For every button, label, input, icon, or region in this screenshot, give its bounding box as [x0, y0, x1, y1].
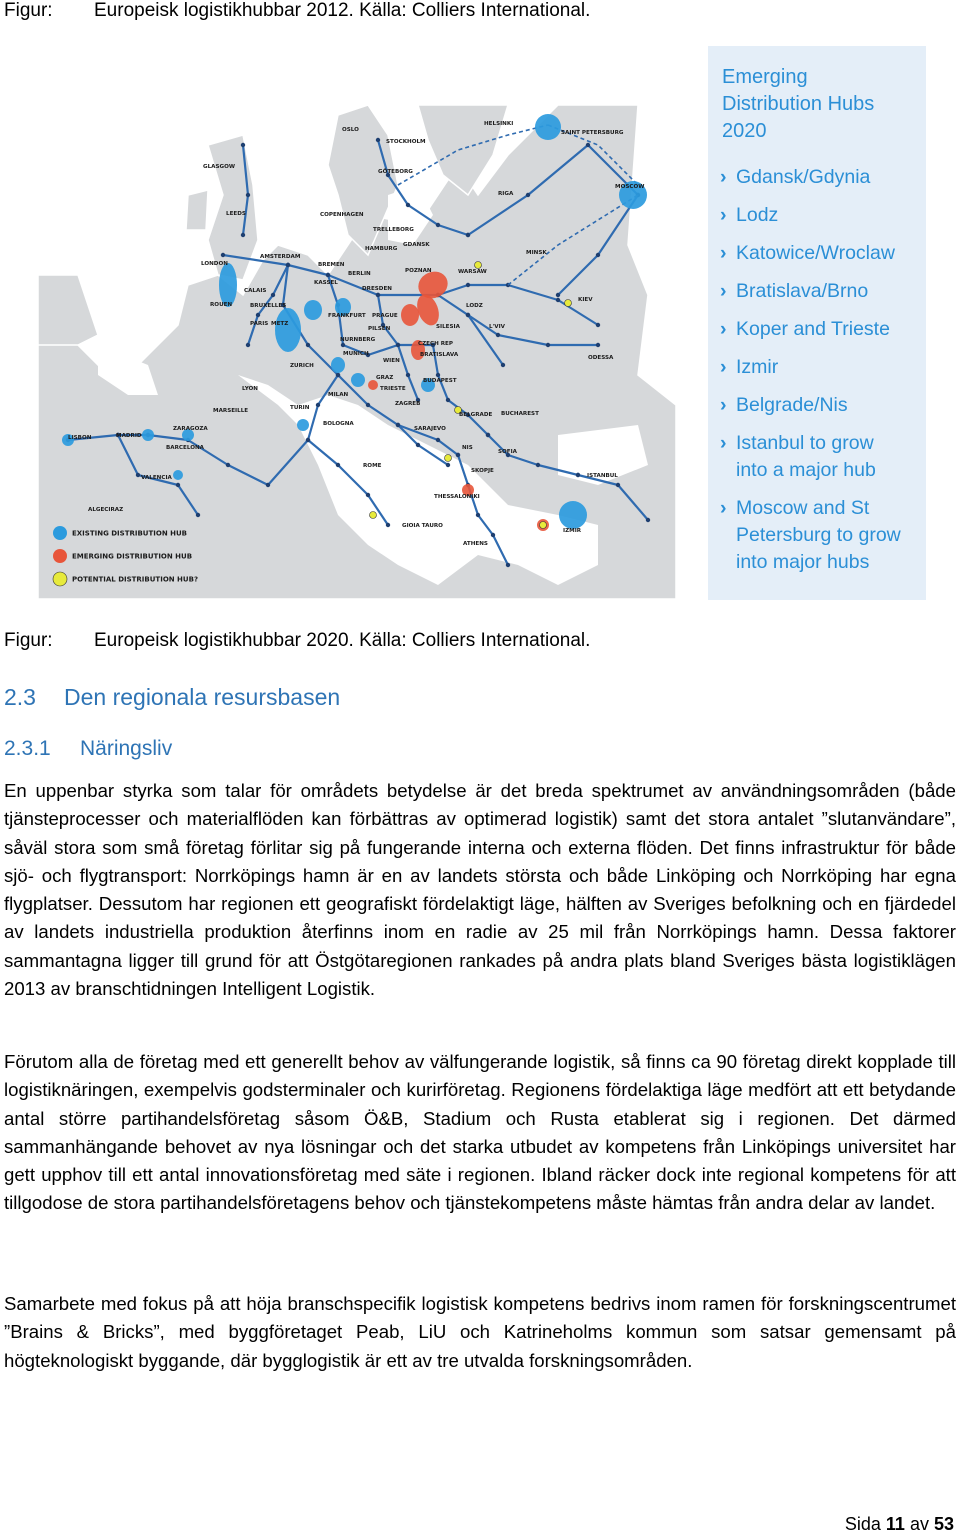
chevron-right-icon: › — [720, 318, 727, 340]
caption-label: Figur: — [4, 630, 53, 651]
panel-hub-label: Petersburg to grow — [736, 524, 901, 546]
legend-swatch — [53, 526, 67, 540]
legend-label: POTENTIAL DISTRIBUTION HUB? — [72, 575, 198, 584]
city-label: AMSTERDAM — [260, 254, 301, 260]
city-label: LODZ — [466, 303, 483, 309]
existing-hub-marker — [559, 501, 587, 529]
legend-label: EMERGING DISTRIBUTION HUB — [72, 552, 193, 561]
route-node — [526, 193, 530, 197]
city-label: TRIESTE — [380, 386, 406, 392]
route-node — [221, 253, 225, 257]
europe-map — [38, 45, 678, 605]
route-node — [596, 323, 600, 327]
body-paragraph: Förutom alla de företag med ett generellt behov av välfungerande logistik, så finns ca 90 företag direkt kopplade till logistiknäringen, exempelvis godsterminaler och kurirföretag. Regionens fördelaktiga läge medfört att ett betydande antal större partihandelsföretag såsom Ö&B, Stadium och Rusta etablerat sig i regionen. Det därmed sammanhängande behovet av nya lösningar och det starka utbudet av kompetens från Linköpings universitet har gett upphov till ett antal innovationsföretag med säte i regionen. Ibland räcker dock inte regional kompetens för att tillgodose de stora partihandelsföretagens behov och tjänstekompetens måste hämtas från andra delar av landet. — [4, 1051, 956, 1214]
city-label: BELGRADE — [459, 412, 493, 418]
city-label: BERLIN — [348, 271, 371, 277]
route-node — [496, 333, 500, 337]
route-node — [306, 343, 310, 347]
city-label: WIEN — [383, 358, 400, 364]
city-label: ISTANBUL — [587, 473, 618, 479]
city-label: HELSINKI — [484, 121, 514, 127]
city-label: NIS — [462, 445, 473, 451]
city-label: ODESSA — [588, 355, 614, 361]
route-node — [136, 473, 140, 477]
city-label: KIEV — [578, 297, 593, 303]
city-label: BARCELONA — [166, 445, 204, 451]
panel-hub-item — [720, 495, 901, 576]
city-label: LISBON — [68, 435, 92, 441]
city-label: ZURICH — [290, 363, 314, 369]
city-label: ZARAGOZA — [173, 426, 208, 432]
route-node — [266, 483, 270, 487]
legend-swatch — [53, 572, 67, 586]
city-label: STOCKHOLM — [386, 139, 426, 145]
city-label: CALAIS — [244, 288, 267, 294]
subsection-number: 2.3.1 — [4, 737, 51, 760]
chevron-right-icon: › — [720, 280, 727, 302]
city-label: ALGECIRAZ — [88, 507, 124, 513]
existing-hub-marker — [351, 373, 365, 387]
existing-hub-marker — [331, 357, 345, 373]
city-label: MARSEILLE — [213, 408, 249, 414]
legend-label: EXISTING DISTRIBUTION HUB — [72, 529, 187, 538]
city-label: RIGA — [498, 191, 514, 197]
existing-hub-marker — [219, 263, 237, 307]
panel-hub-item — [720, 430, 901, 484]
route-node — [446, 463, 450, 467]
city-label: GDANSK — [403, 242, 430, 248]
chevron-right-icon: › — [720, 394, 727, 416]
city-label: PARIS — [250, 321, 269, 327]
panel-hub-item — [720, 392, 901, 419]
chevron-right-icon: › — [720, 166, 727, 188]
route-node — [376, 138, 380, 142]
panel-title — [722, 64, 874, 145]
city-label: LONDON — [201, 261, 228, 267]
route-node — [646, 518, 650, 522]
chevron-right-icon: › — [720, 497, 727, 519]
route-node — [466, 313, 470, 317]
page-footer — [845, 1514, 954, 1535]
city-label: BUCHAREST — [501, 411, 539, 417]
route-node — [396, 423, 400, 427]
city-label: TRELLEBORG — [373, 227, 414, 233]
city-label: SAINT PETERSBURG — [561, 130, 624, 136]
section-title: Den regionala resursbasen — [64, 684, 341, 710]
chevron-right-icon: › — [720, 432, 727, 454]
panel-hub-label: Koper and Trieste — [736, 318, 890, 340]
city-label: SARAJEVO — [414, 426, 446, 432]
footer-page-total: 53 — [933, 1514, 954, 1534]
city-label: LYON — [242, 386, 258, 392]
panel-hub-item — [720, 278, 901, 305]
route-node — [466, 233, 470, 237]
section-heading — [4, 684, 340, 711]
existing-hub-marker — [304, 300, 322, 320]
emerging-hub-marker — [368, 380, 378, 390]
caption-text: Europeisk logistikhubbar 2012. Källa: Colliers International. — [94, 0, 591, 21]
panel-title-line: Distribution Hubs — [722, 93, 875, 115]
city-label: BRUXELLES — [250, 303, 287, 309]
route-node — [341, 343, 345, 347]
potential-hub-marker — [540, 522, 547, 529]
route-node — [406, 203, 410, 207]
city-label: METZ — [271, 321, 289, 327]
footer-separator: av — [909, 1514, 929, 1534]
footer-prefix: Sida — [844, 1514, 881, 1534]
city-label: POZNAN — [405, 268, 432, 274]
city-label: MILAN — [328, 392, 349, 398]
panel-hub-item — [720, 316, 901, 343]
city-label: BOLOGNA — [323, 421, 354, 427]
route-node — [476, 513, 480, 517]
footer-page-number: 11 — [885, 1514, 905, 1534]
subsection-heading — [4, 737, 172, 761]
route-node — [316, 403, 320, 407]
city-label: ATHENS — [463, 541, 488, 547]
caption-text: Europeisk logistikhubbar 2020. Källa: Colliers International. — [94, 630, 591, 651]
potential-hub-marker — [475, 262, 482, 269]
city-label: FRANKFURT — [328, 313, 366, 319]
potential-hub-marker — [565, 300, 572, 307]
body-paragraph: En uppenbar styrka som talar för områdets betydelse är det breda spektrumet av användningsområden (både tjänsteprocesser och materialflöden kan förbättras av optimerad logistik) samt det stora antalet ”slutanvändare”, såväl stora som små företag förlitar sig på fungerande interna och externa flöden. Det finns infrastruktur för både sjö- och flygtransport: Norrköpings hamn är en av landets största och både Linköping och Norrköping har egna flygplatser. Dessutom har regionen ett geografiskt fördelaktigt läge, hälften av Sveriges befolkning och en fjärdedel av landets industriella produktion återfinns inom en radie av 25 mil från Norrköpings hamn. Dessa faktorer sammantagna ligger till grund för att Östgötaregionen rankades på andra plats bland Sveriges bästa logistiklägen 2013 av branschtidningen Intelligent Logistik. — [4, 780, 956, 1000]
panel-hub-label: Belgrade/Nis — [736, 394, 848, 416]
route-node — [616, 483, 620, 487]
route-node — [396, 343, 400, 347]
route-node — [491, 533, 495, 537]
route-node — [176, 483, 180, 487]
route-node — [586, 143, 590, 147]
city-label: ROUEN — [210, 302, 233, 308]
map-legend — [53, 526, 198, 586]
city-label: PRAGUE — [372, 313, 398, 319]
route-node — [246, 343, 250, 347]
panel-hub-label: Gdansk/Gdynia — [736, 166, 871, 188]
route-node — [596, 253, 600, 257]
route-node — [226, 463, 230, 467]
route-node — [556, 298, 560, 302]
panel-title-line: 2020 — [722, 120, 767, 142]
city-label: CZECH REP — [418, 341, 453, 347]
city-label: GÖTEBORG — [378, 169, 413, 175]
panel-hub-label: Katowice/Wroclaw — [736, 242, 895, 264]
route-node — [336, 373, 340, 377]
route-node — [556, 293, 560, 297]
existing-hub-marker — [142, 429, 154, 441]
existing-hub-marker — [535, 114, 561, 140]
route-node — [506, 563, 510, 567]
city-label: THESSALONIKI — [434, 494, 480, 500]
route-node — [241, 143, 245, 147]
route-node — [306, 438, 310, 442]
chevron-right-icon: › — [720, 356, 727, 378]
city-label: OSLO — [342, 127, 359, 133]
city-label: KASSEL — [314, 280, 338, 286]
city-label: WARSAW — [458, 269, 487, 275]
city-label: PILSEN — [368, 326, 391, 332]
potential-hub-marker — [445, 455, 452, 462]
route-node — [241, 233, 245, 237]
city-label: L'VIV — [489, 324, 506, 330]
panel-hub-label: Moscow and St — [736, 497, 870, 519]
panel-hub-item — [720, 164, 901, 191]
route-node — [576, 473, 580, 477]
figure-caption-top — [4, 0, 590, 22]
route-node — [546, 343, 550, 347]
route-node — [326, 273, 330, 277]
existing-hub-marker — [297, 419, 309, 431]
city-label: MADRID — [116, 433, 142, 439]
section-number: 2.3 — [4, 684, 36, 710]
route-node — [466, 283, 470, 287]
existing-hub-marker — [173, 470, 183, 480]
city-label: BRATISLAVA — [420, 352, 459, 358]
panel-hub-item — [720, 354, 901, 381]
chevron-right-icon: › — [720, 204, 727, 226]
route-node — [436, 438, 440, 442]
land-shape — [186, 190, 208, 230]
city-label: BREMEN — [318, 262, 345, 268]
panel-hub-label: Lodz — [736, 204, 779, 226]
panel-hub-list — [720, 164, 901, 587]
city-label: MOSCOW — [615, 184, 645, 190]
panel-hub-label: Istanbul to grow — [736, 432, 874, 454]
city-label: ROME — [363, 463, 382, 469]
city-label: VALENCIA — [141, 475, 172, 481]
route-node — [246, 193, 250, 197]
city-label: DRESDEN — [362, 286, 392, 292]
route-node — [486, 433, 490, 437]
route-node — [286, 263, 290, 267]
body-paragraph: Samarbete med fokus på att höja branschspecifik logistisk kompetens bedrivs inom ramen för forskningscentrumet ”Brains & Bricks”, med byggföretaget Peab, LiU och Katrineholms kommun som satsar gemensamt på högteknologiskt byggande, där bygglogistik är ett av tre utvalda forskningsområden. — [4, 1293, 956, 1371]
panel-title-line: Emerging — [722, 66, 808, 88]
potential-hub-marker — [370, 512, 377, 519]
route-node — [336, 463, 340, 467]
city-label: GIOIA TAURO — [402, 523, 443, 529]
panel-hub-label: Bratislava/Brno — [736, 280, 869, 302]
emerging-hub-marker — [401, 304, 419, 326]
panel-hub-item — [720, 202, 901, 229]
legend-swatch — [53, 549, 67, 563]
city-label: ZAGREB — [395, 401, 421, 407]
route-node — [446, 398, 450, 402]
city-label: HAMBURG — [365, 246, 398, 252]
route-node — [596, 343, 600, 347]
panel-hub-label: into major hubs — [736, 551, 870, 573]
city-label: SOFIA — [498, 449, 518, 455]
existing-hub-marker — [275, 308, 301, 352]
route-node — [436, 373, 440, 377]
route-node — [536, 463, 540, 467]
route-node — [416, 443, 420, 447]
route-node — [406, 373, 410, 377]
city-label: GLASGOW — [203, 164, 236, 170]
route-node — [456, 453, 460, 457]
route-node — [366, 493, 370, 497]
city-label: SKOPJE — [471, 468, 494, 474]
panel-hub-label: Izmir — [736, 356, 779, 378]
route-node — [501, 363, 505, 367]
caption-label: Figur: — [4, 0, 53, 21]
route-node — [436, 223, 440, 227]
panel-hub-item — [720, 240, 901, 267]
route-node — [196, 513, 200, 517]
city-label: COPENHAGEN — [320, 212, 364, 218]
route-node — [386, 523, 390, 527]
route-node — [376, 293, 380, 297]
city-label: MINSK — [526, 250, 547, 256]
route-node — [256, 313, 260, 317]
chevron-right-icon: › — [720, 242, 727, 264]
panel-hub-label: into a major hub — [736, 459, 876, 481]
figure-caption-bottom — [4, 630, 590, 652]
route-node — [271, 293, 275, 297]
city-label: NURNBERG — [340, 337, 376, 343]
city-label: SILESIA — [436, 324, 460, 330]
city-label: GRAZ — [376, 375, 394, 381]
city-label: IZMIR — [563, 528, 582, 534]
subsection-title: Näringsliv — [80, 737, 173, 760]
route-node — [366, 403, 370, 407]
city-label: TURIN — [290, 405, 310, 411]
city-label: BUDAPEST — [423, 378, 457, 384]
emerging-hubs-panel — [708, 46, 926, 600]
city-label: LEEDS — [226, 211, 246, 217]
city-label: MUNICH — [343, 351, 369, 357]
